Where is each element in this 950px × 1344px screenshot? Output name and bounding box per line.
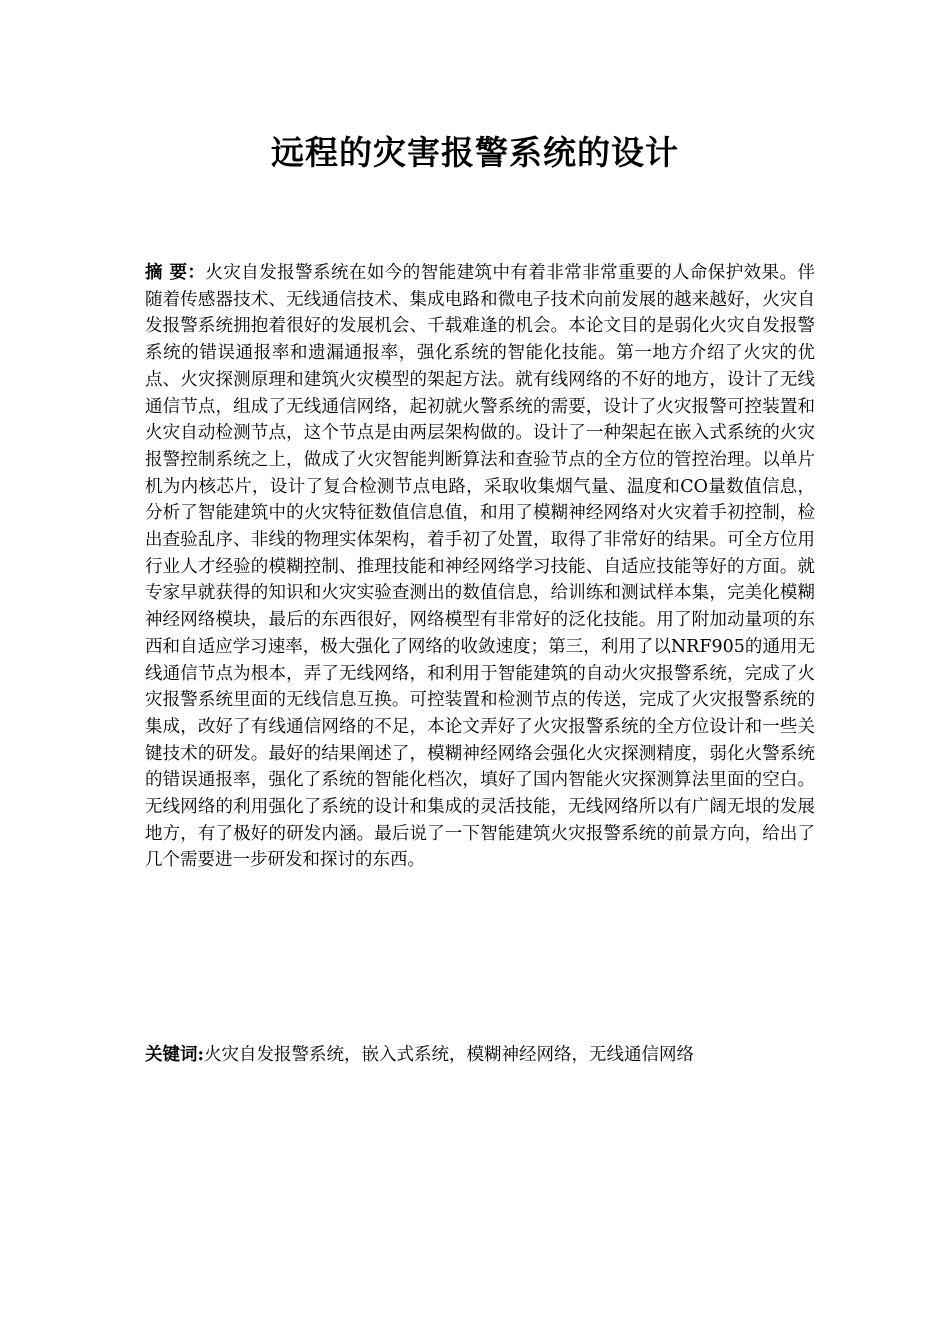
abstract-paragraph [145,260,815,874]
abstract-text: 火灾自发报警系统在如今的智能建筑中有着非常非常重要的人命保护效果。伴随着传感器技术、无线通信技术、集成电路和微电子技术向前发展的越来越好，火灾自发报警系统拥抱着很好的发展机会、千载难逢的机会。本论文目的是弱化火灾自发报警系统的错误通报率和遗漏通报率，强化系统的智能化技能。第一地方介绍了火灾的优点、火灾探测原理和建筑火灾模型的架起方法。就有线网络的不好的地方，设计了无线通信节点，组成了无线通信网络，起初就火警系统的需要，设计了火灾报警可控装置和火灾自动检测节点，这个节点是由两层架构做的。设计了一种架起在嵌入式系统的火灾报警控制系统之上，做成了火灾智能判断算法和查验节点的全方位的管控治理。以单片机为内核芯片，设计了复合检测节点电路，采取收集烟气量、温度和CO量数值信息，分析了智能建筑中的火灾特征数值信息值，和用了模糊神经网络对火灾着手初控制，检出查验乱序、非线的物理实体架构，着手初了处置，取得了非常好的结果。可全方位用行业人才经验的模糊控制、推理技能和神经网络学习技能、自适应技能等好的方面。就专家早就获得的知识和火灾实验查测出的数值信息，给训练和测试样本集，完美化模糊神经网络模块，最后的东西很好，网络模型有非常好的泛化技能。用了附加动量项的东西和自适应学习速率，极大强化了网络的收敛速度；第三，利用了以NRF905的通用无线通信节点为根本，弄了无线网络，和利用于智能建筑的自动火灾报警系统，完成了火灾报警系统里面的无线信息互换。可控装置和检测节点的传送，完成了火灾报警系统的集成，改好了有线通信网络的不足，本论文弄好了火灾报警系统的全方位设计和一些关键技术的研发。最好的结果阐述了，模糊神经网络会强化火灾探测精度，弱化火警系统的错误通报率，强化了系统的智能化档次，填好了国内智能火灾探测算法里面的空白。无线网络的利用强化了系统的设计和集成的灵活技能，无线网络所以有广阔无垠的发展地方，有了极好的研发内涵。最后说了一下智能建筑火灾报警系统的前景方向，给出了几个需要进一步研发和探讨的东西。 [145,263,816,871]
page-title: 远程的灾害报警系统的设计 [271,133,679,172]
keywords-line [145,1042,815,1069]
abstract-label: 摘 要： [145,263,206,283]
keywords-label: 关键词: [145,1045,204,1065]
keywords-text: 火灾自发报警系统，嵌入式系统，模糊神经网络，无线通信网络 [203,1045,694,1065]
